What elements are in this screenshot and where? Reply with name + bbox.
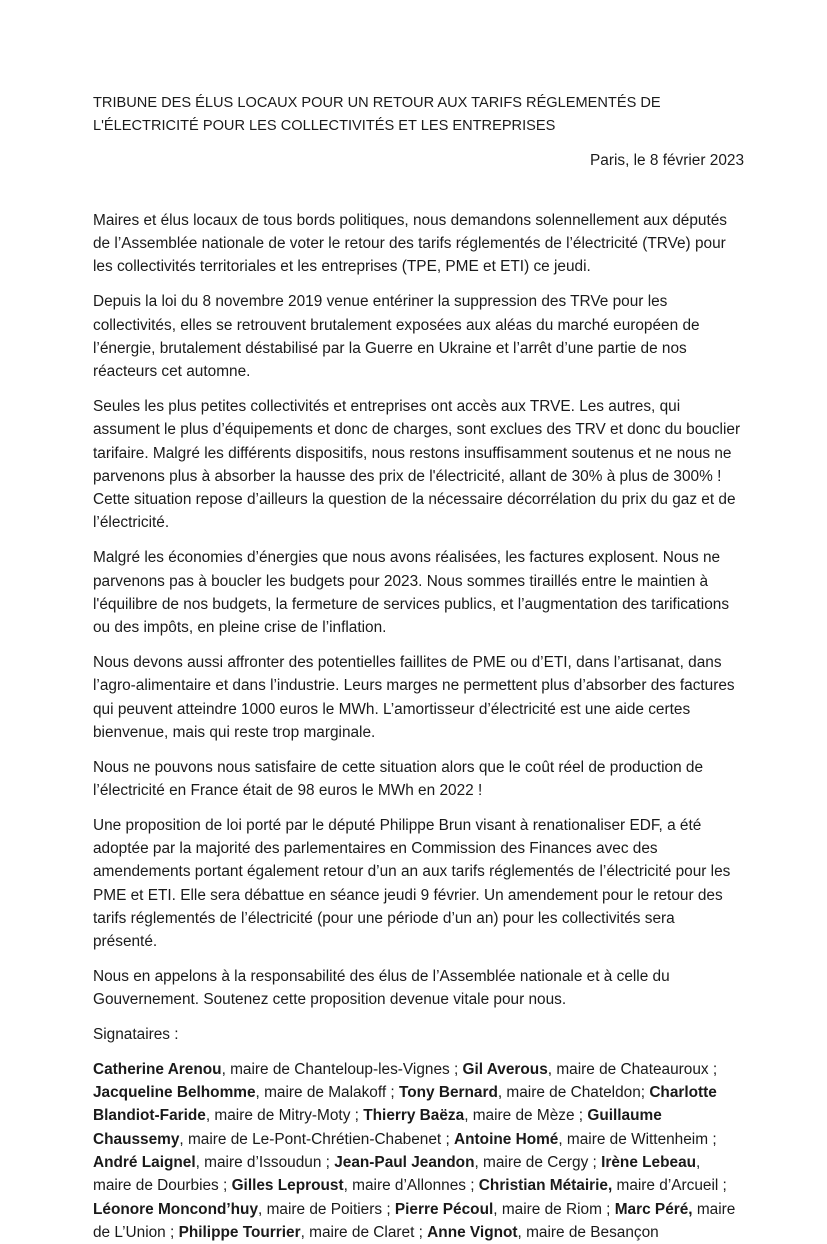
paragraph-appeal: Nous en appelons à la responsabilité des élus de l’Assemblée nationale et à celle du Gouvernement. Soutenez cette proposition devenue vitale pour nous. — [93, 968, 670, 1009]
signatory-role: , maire de Claret ; — [300, 1223, 428, 1241]
signatory-name: Christian Métairie, — [478, 1177, 613, 1195]
signatory-name: Thierry Baëza — [363, 1107, 465, 1125]
paragraph-pme-eti: Nous devons aussi affronter des potentielles faillites de PME ou d’ETI, dans l’artisanat, dans l’agro-alimentaire et dans l’industrie. Leurs marges ne permettent plus d’absorber des factures qui peuvent atteindre 1000 euros le MWh. L’amortisseur d’électricité est une aide certes bienvenue, mais qui reste trop marginale. — [93, 653, 735, 741]
signatory-role: , maire d’Issoudun ; — [195, 1154, 335, 1172]
signatory-role: , maire de Mèze ; — [464, 1107, 588, 1125]
signatory-name: Pierre Pécoul — [394, 1200, 494, 1218]
signatory-name: Gil Averous — [462, 1060, 548, 1078]
paragraph-budgets: Malgré les économies d’énergies que nous avons réalisées, les factures explosent. Nous ne parvenons pas à boucler les budgets pour 2023. Nous sommes tiraillés entre le maintien à l'équilibre de nos budgets, la fermeture de services publics, et l’augmentation des tarifications ou des impôts, en pleine crise de l’inflation. — [93, 549, 730, 637]
document-page — [93, 92, 743, 1244]
paragraph-trve-access: Seules les plus petites collectivités et entreprises ont accès aux TRVE. Les autres, qui assument le plus d’équipements et donc de charges, sont exclues des TRV et donc du bouclier tarifaire. Malgré les différents dispositifs, nous restons insuffisamment soutenus et ne nous ne parvenons plus à absorber la hausse des prix de l'électricité, allant de 30% à plus de 300% ! Cette situation repose d’ailleurs la question de la nécessaire décorrélation du prix du gaz et de l’électricité. — [93, 397, 741, 532]
document-title: TRIBUNE DES ÉLUS LOCAUX POUR UN RETOUR AUX TARIFS RÉGLEMENTÉS DE L'ÉLECTRICITÉ POUR LES COLLECTIVITÉS ET LES ENTREPRISES — [93, 95, 661, 135]
signatory-role: , maire de Besançon — [517, 1223, 659, 1241]
signatory-role: maire de L’Union ; — [93, 1200, 736, 1241]
signatory-name: Guillaume Chaussemy — [93, 1107, 662, 1148]
signatory-name: Léonore Moncond’huy — [93, 1200, 259, 1218]
paragraph-law-proposal: Une proposition de loi porté par le député Philippe Brun visant à renationaliser EDF, a été adoptée par la majorité des parlementaires en Commission des Finances avec des amendements portant également retour d’un an aux tarifs réglementés de l’électricité pour les PME et ETI. Elle sera débattue en séance jeudi 9 février. Un amendement pour le retour des tarifs réglementés de l’électricité (pour une période d’un an) pour les collectivités sera présenté. — [93, 816, 731, 951]
signatory-name: Marc Péré, — [614, 1200, 693, 1218]
signatory-name: Gilles Leproust — [231, 1177, 344, 1195]
signatory-role: , maire de Riom ; — [493, 1200, 615, 1218]
signatory-role: , maire de Le-Pont-Chrétien-Chabenet ; — [179, 1130, 455, 1148]
signatory-role: maire d’Arcueil ; — [612, 1177, 727, 1195]
signatory-name: Philippe Tourrier — [178, 1223, 301, 1241]
signatory-name: Tony Bernard — [398, 1084, 498, 1102]
signatory-name: Jacqueline Belhomme — [93, 1084, 256, 1102]
signatory-role: , maire de Chanteloup-les-Vignes ; — [221, 1060, 463, 1078]
signatory-role: , maire de Cergy ; — [474, 1154, 602, 1172]
signatory-name: Catherine Arenou — [93, 1060, 222, 1078]
signatory-name: Jean-Paul Jeandon — [334, 1154, 475, 1172]
signatories-heading: Signataires : — [93, 1026, 179, 1044]
signatory-name: Charlotte Blandiot-Faride — [93, 1084, 717, 1125]
signatory-name: Antoine Homé — [454, 1130, 559, 1148]
date-line: Paris, le 8 février 2023 — [590, 151, 744, 169]
paragraph-production-cost: Nous ne pouvons nous satisfaire de cette situation alors que le coût réel de production de l’électricité en France était de 98 euros le MWh en 2022 ! — [93, 758, 704, 799]
signatory-role: , maire d’Allonnes ; — [343, 1177, 479, 1195]
signatory-role: , maire de Wittenheim ; — [558, 1130, 717, 1148]
signatory-role: , maire de Poitiers ; — [258, 1200, 395, 1218]
signatory-role: , maire de Dourbies ; — [93, 1154, 701, 1195]
signatories-list — [93, 1058, 743, 1244]
signatory-role: , maire de Chateauroux ; — [547, 1060, 718, 1078]
signatory-name: Irène Lebeau — [601, 1154, 697, 1172]
signatory-name: Anne Vignot — [427, 1223, 518, 1241]
paragraph-law-2019: Depuis la loi du 8 novembre 2019 venue entériner la suppression des TRVe pour les collectivités, elles se retrouvent brutalement exposées aux aléas du marché européen de l’énergie, brutalement déstabilisé par la Guerre en Ukraine et l’arrêt d’une partie de nos réacteurs cet automne. — [93, 293, 700, 381]
signatory-role: , maire de Mitry-Moty ; — [205, 1107, 364, 1125]
signatory-role: , maire de Malakoff ; — [255, 1084, 399, 1102]
signatory-name: André Laignel — [93, 1154, 196, 1172]
paragraph-intro: Maires et élus locaux de tous bords politiques, nous demandons solennellement aux députés de l’Assemblée nationale de voter le retour des tarifs réglementés de l’électricité (TRVe) pour les collectivités territoriales et les entreprises (TPE, PME et ETI) ce jeudi. — [93, 211, 727, 276]
signatory-role: , maire de Chateldon; — [497, 1084, 650, 1102]
